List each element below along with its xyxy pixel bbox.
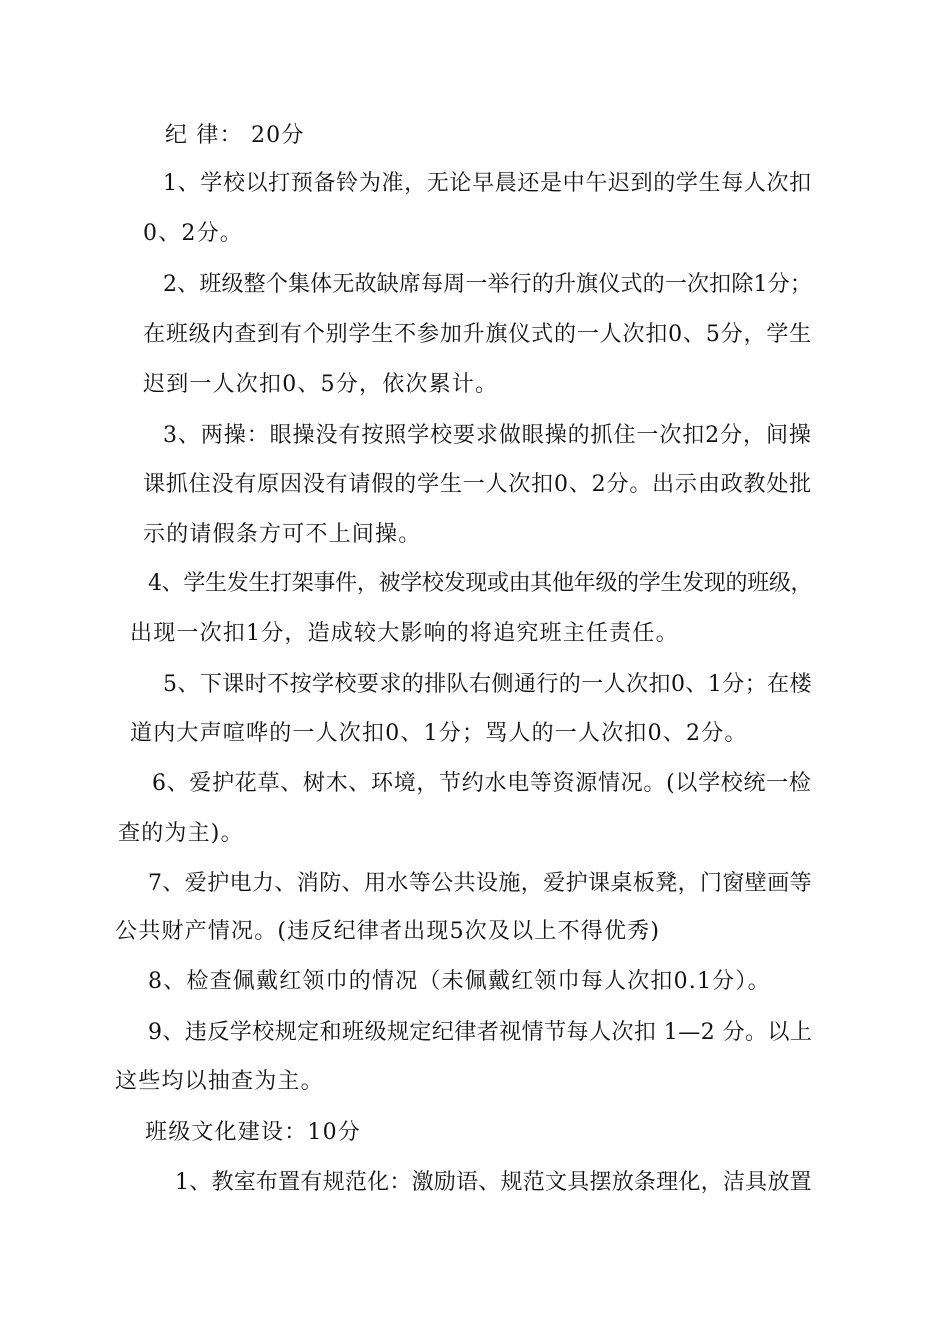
section-heading-class-culture: 班级文化建设：10分 xyxy=(145,1120,361,1145)
text-line: 课抓住没有原因没有请假的学生一人次扣0、2分。出示由政教处批 xyxy=(143,472,812,497)
text-line: 0、2分。 xyxy=(143,221,243,246)
text-line: 8、检查佩戴红领巾的情况（未佩戴红领巾每人次扣0.1分）。 xyxy=(148,969,771,994)
text-line: 在班级内查到有个别学生不参加升旗仪式的一人次扣0、5分，学生 xyxy=(143,322,812,347)
text-line: 1、学校以打预备铃为准，无论早晨还是中午迟到的学生每人次扣 xyxy=(163,171,812,196)
text-line: 3、两操：眼操没有按照学校要求做眼操的抓住一次扣2分，间操 xyxy=(163,423,812,448)
text-line: 4、学生发生打架事件，被学校发现或由其他年级的学生发现的班级， xyxy=(148,571,813,596)
text-line: 7、爱护电力、消防、用水等公共设施，爱护课桌板凳，门窗壁画等 xyxy=(148,871,812,896)
text-line: 1、教室布置有规范化：激励语、规范文具摆放条理化，洁具放置 xyxy=(175,1170,812,1195)
text-line: 道内大声喧哗的一人次扣0、1分；骂人的一人次扣0、2分。 xyxy=(130,721,748,746)
text-line: 查的为主)。 xyxy=(118,821,244,846)
text-line: 出现一次扣1分，造成较大影响的将追究班主任责任。 xyxy=(130,621,679,646)
text-line: 这些均以抽查为主。 xyxy=(115,1069,324,1094)
text-line: 9、违反学校规定和班级规定纪律者视情节每人次扣 1—2 分。以上 xyxy=(148,1020,813,1045)
text-line: 5、下课时不按学校要求的排队右侧通行的一人次扣0、1分；在楼 xyxy=(163,672,812,697)
text-line: 6、爱护花草、树木、环境，节约水电等资源情况。(以学校统一检 xyxy=(152,771,812,796)
text-line: 公共财产情况。(违反纪律者出现5次及以上不得优秀) xyxy=(115,919,661,944)
text-line: 示的请假条方可不上间操。 xyxy=(143,522,422,547)
text-line: 迟到一人次扣0、5分，依次累计。 xyxy=(143,372,499,397)
text-line: 2、班级整个集体无故缺席每周一举行的升旗仪式的一次扣除1分； xyxy=(163,272,812,297)
section-heading-discipline: 纪 律： 20分 xyxy=(165,123,305,148)
